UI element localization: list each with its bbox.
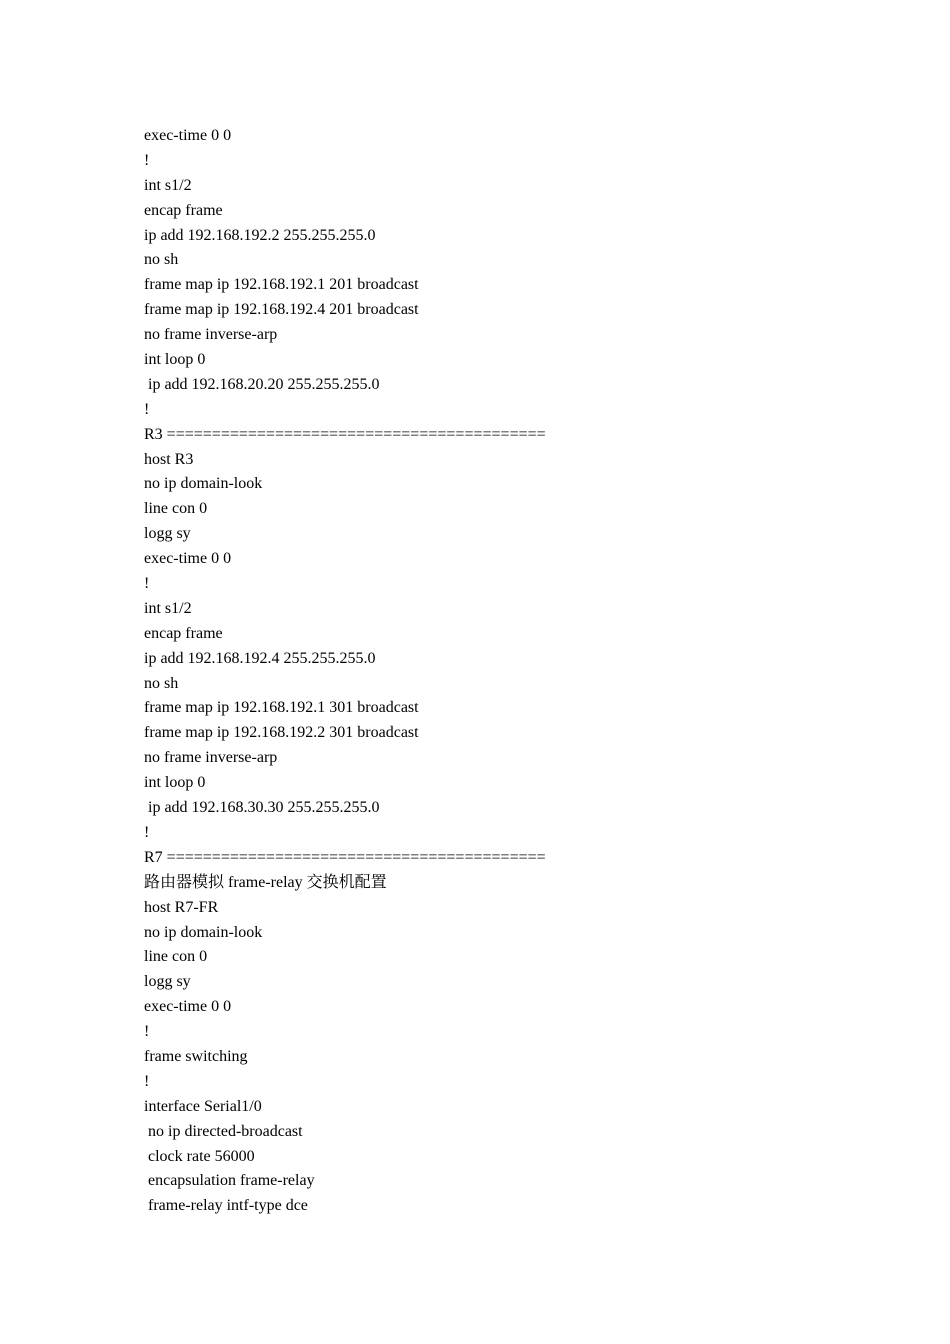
- config-line: int s1/2: [144, 599, 192, 617]
- config-line: no frame inverse-arp: [144, 326, 278, 344]
- config-line: exec-time 0 0: [144, 127, 232, 144]
- config-line: R7 ==========================================: [144, 848, 546, 866]
- config-line: encap frame: [144, 201, 223, 219]
- config-line: encapsulation frame-relay: [144, 1172, 315, 1190]
- config-line: !: [144, 1072, 150, 1090]
- config-line: no sh: [144, 251, 179, 269]
- config-line: ip add 192.168.20.20 255.255.255.0: [144, 375, 380, 393]
- config-line: frame-relay intf-type dce: [144, 1197, 308, 1215]
- config-line: encap frame: [144, 624, 223, 642]
- config-line: no sh: [144, 674, 179, 692]
- config-line: logg sy: [144, 525, 191, 543]
- config-line: frame map ip 192.168.192.1 201 broadcast: [144, 276, 419, 294]
- config-line: line con 0: [144, 948, 208, 966]
- config-line: exec-time 0 0: [144, 998, 232, 1016]
- config-text-block: [144, 124, 546, 1219]
- config-line: !: [144, 151, 150, 169]
- config-line: no ip domain-look: [144, 923, 263, 941]
- config-line: ip add 192.168.192.4 255.255.255.0: [144, 649, 376, 667]
- config-line: no ip directed-broadcast: [144, 1122, 303, 1140]
- config-line: interface Serial1/0: [144, 1097, 262, 1115]
- config-line: frame map ip 192.168.192.4 201 broadcast: [144, 301, 419, 319]
- config-line: host R7-FR: [144, 898, 219, 916]
- config-line: frame switching: [144, 1047, 248, 1065]
- config-line: ip add 192.168.30.30 255.255.255.0: [144, 799, 380, 817]
- config-line: host R3: [144, 450, 194, 468]
- config-line: int loop 0: [144, 774, 206, 792]
- config-line: !: [144, 1023, 150, 1041]
- config-line: int loop 0: [144, 351, 206, 369]
- config-line: !: [144, 400, 150, 418]
- config-line: frame map ip 192.168.192.1 301 broadcast: [144, 699, 419, 717]
- config-line: line con 0: [144, 500, 208, 518]
- config-line: no ip domain-look: [144, 475, 263, 493]
- config-line: no frame inverse-arp: [144, 749, 278, 767]
- config-line: frame map ip 192.168.192.2 301 broadcast: [144, 724, 419, 742]
- config-line: R3 ==========================================: [144, 425, 546, 443]
- config-line: !: [144, 575, 150, 593]
- config-line: logg sy: [144, 973, 191, 991]
- config-line: int s1/2: [144, 176, 192, 194]
- config-line: !: [144, 823, 150, 841]
- config-line: ip add 192.168.192.2 255.255.255.0: [144, 226, 376, 244]
- config-line: clock rate 56000: [144, 1147, 255, 1165]
- config-line: 路由器模拟 frame-relay 交换机配置: [144, 873, 387, 891]
- config-line: exec-time 0 0: [144, 550, 232, 568]
